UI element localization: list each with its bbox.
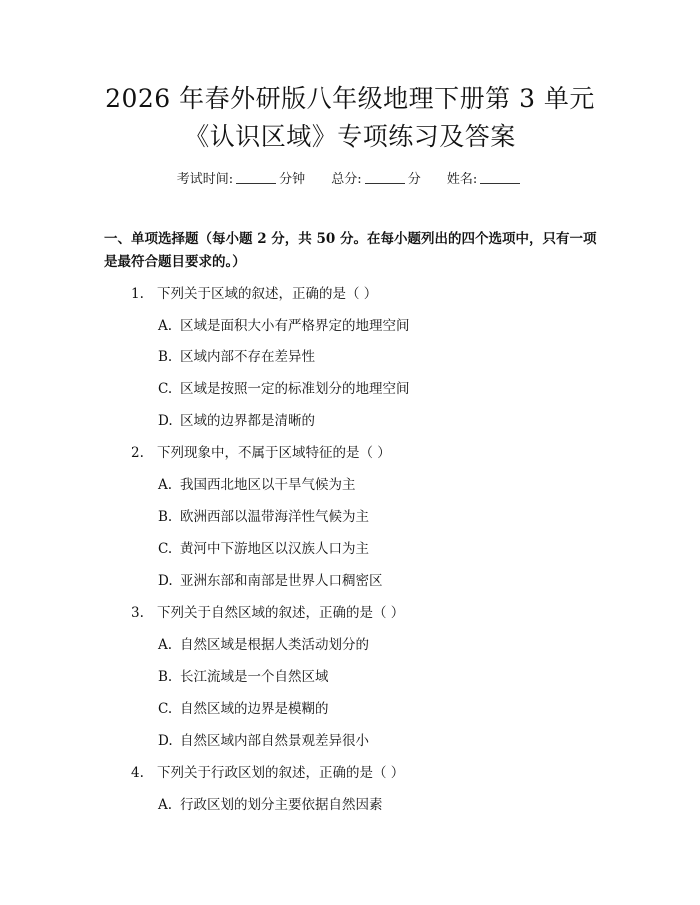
q2-option-c [158, 537, 369, 557]
option-letter: C. [158, 541, 173, 557]
time-label: 考试时间: [176, 172, 234, 187]
q3-option-d [158, 729, 369, 749]
q4-option-a [158, 793, 383, 813]
question-4 [131, 761, 404, 781]
option-letter: A. [158, 477, 173, 493]
option-text: 自然区域内部自然景观差异很小 [180, 733, 369, 749]
option-text: 长江流域是一个自然区域 [180, 669, 329, 685]
q3-option-b [158, 665, 329, 685]
question-text: 下列关于行政区划的叙述，正确的是（ ） [157, 765, 405, 781]
option-text: 行政区划的划分主要依据自然因素 [180, 797, 383, 813]
name-field [447, 168, 523, 187]
title-line-1: 2026 年春外研版八年级地理下册第 3 单元 [105, 84, 595, 113]
option-letter: D. [158, 413, 173, 429]
score-label: 总分: [331, 172, 362, 187]
question-number: 1. [131, 286, 144, 302]
section-heading: 一、单项选择题（每小题 2 分，共 50 分。在每小题列出的四个选项中，只有一项是最符合题目要求的。） [104, 231, 597, 270]
exam-meta [0, 168, 700, 187]
option-letter: C. [158, 381, 173, 397]
question-number: 2. [131, 445, 144, 461]
question-2 [131, 441, 391, 461]
score-field [331, 168, 420, 187]
name-label: 姓名: [446, 172, 478, 187]
option-text: 亚洲东部和南部是世界人口稠密区 [180, 573, 383, 589]
question-text: 下列关于区域的叙述，正确的是（ ） [157, 286, 378, 302]
question-number: 4. [131, 765, 144, 781]
time-blank [236, 171, 276, 184]
option-text: 自然区域的边界是模糊的 [180, 701, 329, 717]
question-text: 下列现象中，不属于区域特征的是（ ） [157, 445, 391, 461]
question-number: 3. [131, 605, 144, 621]
q1-option-c [158, 377, 410, 397]
question-3 [131, 601, 404, 621]
question-1 [131, 282, 377, 302]
q3-option-a [158, 633, 369, 653]
option-letter: D. [158, 573, 173, 589]
q1-option-b [158, 345, 315, 365]
q3-option-c [158, 697, 329, 717]
name-blank [480, 171, 520, 184]
option-text: 区域是面积大小有严格界定的地理空间 [180, 318, 410, 334]
q1-option-a [158, 314, 410, 334]
option-text: 欧洲西部以温带海洋性气候为主 [180, 509, 369, 525]
option-text: 自然区域是根据人类活动划分的 [180, 637, 369, 653]
question-text: 下列关于自然区域的叙述，正确的是（ ） [157, 605, 405, 621]
option-text: 区域内部不存在差异性 [180, 349, 315, 365]
option-letter: A. [158, 797, 173, 813]
title-line-2: 《认识区域》专项练习及答案 [184, 122, 516, 151]
option-letter: B. [158, 669, 173, 685]
option-text: 区域的边界都是清晰的 [180, 413, 315, 429]
score-blank [365, 171, 405, 184]
time-field [177, 168, 305, 187]
time-unit: 分钟 [279, 172, 306, 187]
option-letter: D. [158, 733, 173, 749]
option-text: 区域是按照一定的标准划分的地理空间 [180, 381, 410, 397]
option-letter: B. [158, 349, 173, 365]
q2-option-d [158, 569, 383, 589]
option-letter: B. [158, 509, 173, 525]
score-unit: 分 [407, 172, 421, 187]
option-text: 我国西北地区以干旱气候为主 [180, 477, 356, 493]
option-letter: C. [158, 701, 173, 717]
option-text: 黄河中下游地区以汉族人口为主 [180, 541, 369, 557]
q1-option-d [158, 409, 315, 429]
q2-option-a [158, 473, 356, 493]
option-letter: A. [158, 318, 173, 334]
q2-option-b [158, 505, 369, 525]
option-letter: A. [158, 637, 173, 653]
